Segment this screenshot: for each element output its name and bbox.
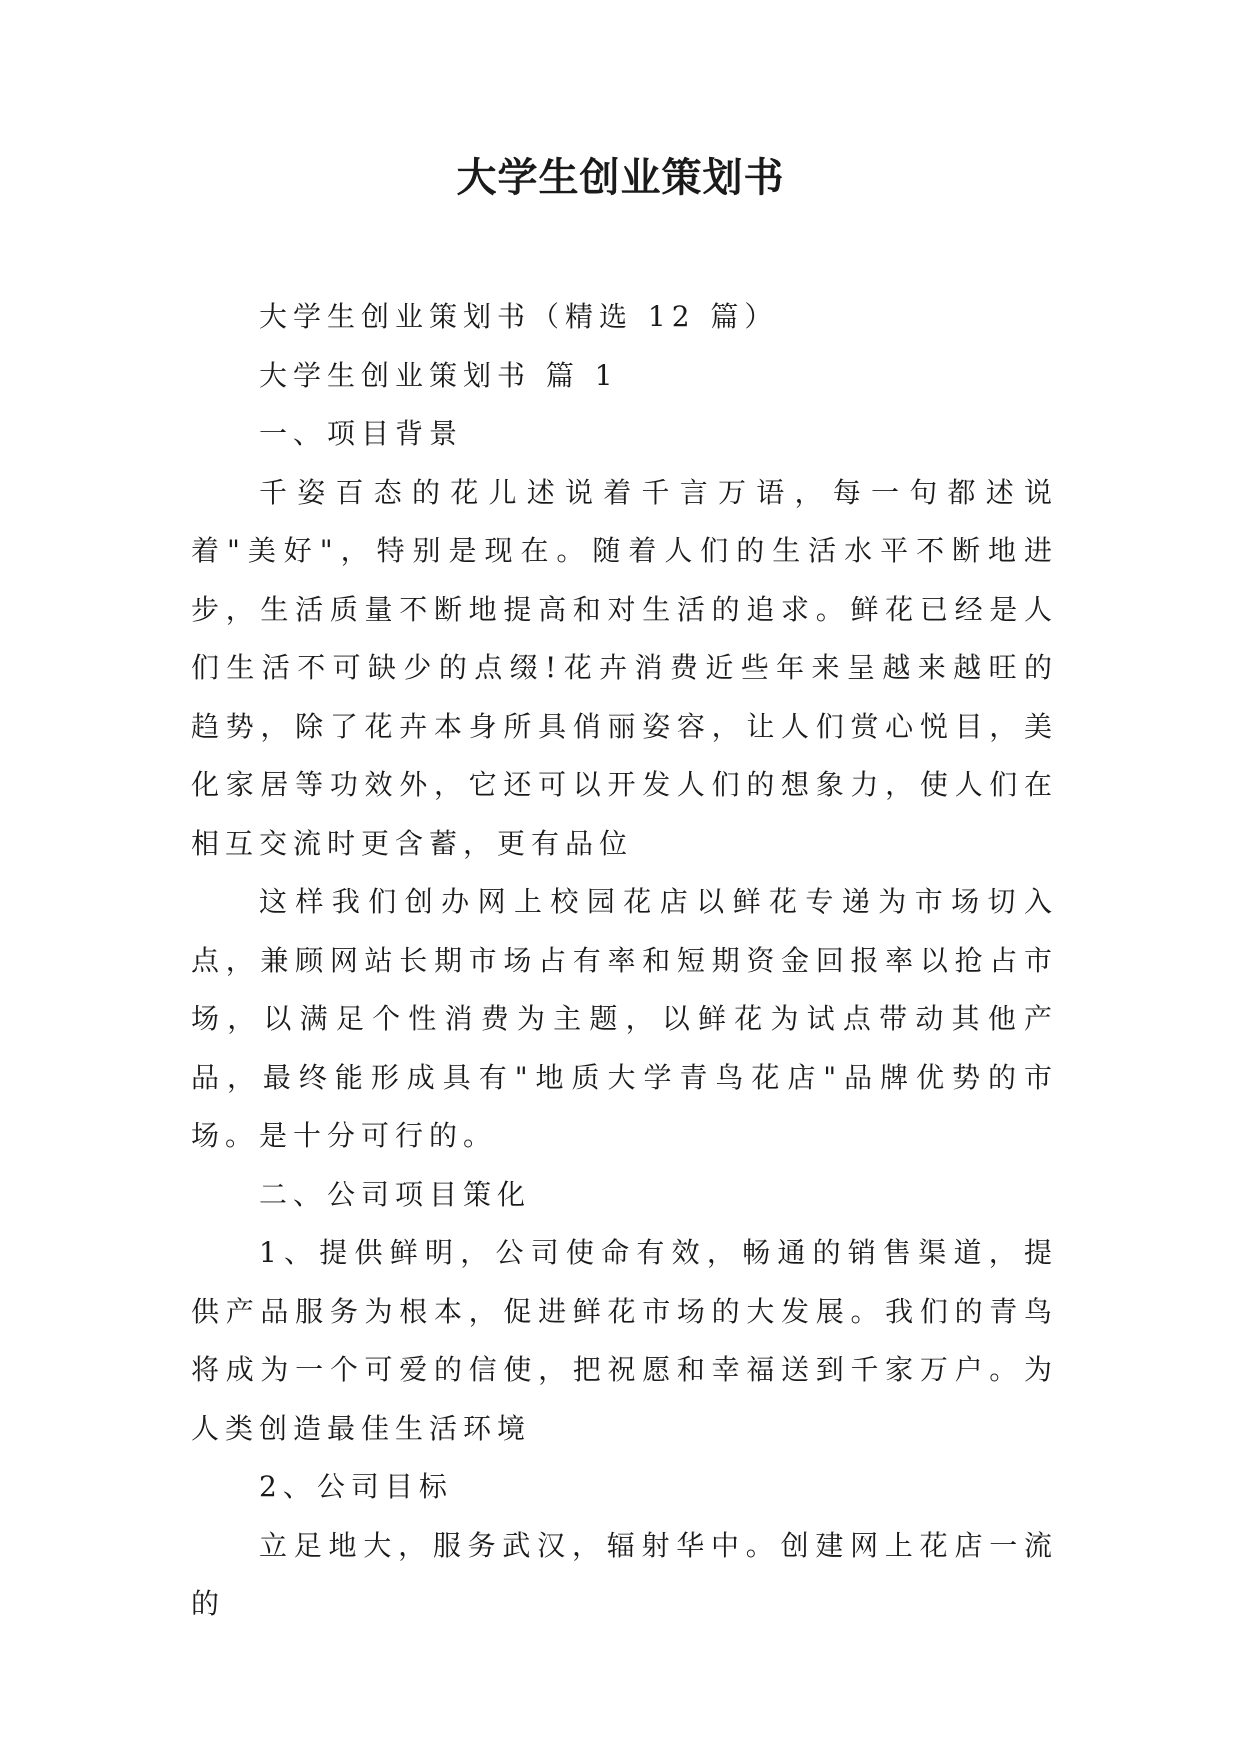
document-body xyxy=(191,288,1058,1634)
paragraph-subtitle: 大学生创业策划书（精选 12 篇） xyxy=(259,300,779,333)
subheading-company-goals: 2、公司目标 xyxy=(259,1470,453,1503)
paragraph-chapter-heading: 大学生创业策划书 篇 1 xyxy=(259,358,619,392)
paragraph-background-2: 这样我们创办网上校园花店以鲜花专递为市场切入点，兼顾网站长期市场占有率和短期资金回报率以抢占市场，以满足个性消费为主题，以鲜花为试点带动其他产品，最终能形成具有"地质大学青鸟花店"品牌优势的市场。是十分可行的。 xyxy=(191,885,1058,1152)
paragraph-goals: 立足地大，服务武汉，辐射华中。创建网上花店一流的 xyxy=(191,1528,1058,1620)
section-heading-company-planning: 二、公司项目策化 xyxy=(259,1177,532,1211)
document-title: 大学生创业策划书 xyxy=(456,154,785,201)
paragraph-planning-1: 1、提供鲜明，公司使命有效，畅通的销售渠道，提供产品服务为根本，促进鲜花市场的大发展。我们的青鸟将成为一个可爱的信使，把祝愿和幸福送到千家万户。为人类创造最佳生活环境 xyxy=(191,1236,1058,1445)
paragraph-background-1: 千姿百态的花儿述说着千言万语，每一句都述说着"美好"，特别是现在。随着人们的生活水平不断地进步，生活质量不断地提高和对生活的追求。鲜花已经是人们生活不可缺少的点缀!花卉消费近些年来呈越来越旺的趋势，除了花卉本身所具俏丽姿容，让人们赏心悦目，美化家居等功效外，它还可以开发人们的想象力，使人们在相互交流时更含蓄，更有品位 xyxy=(191,475,1058,860)
section-heading-project-background: 一、项目背景 xyxy=(259,417,464,450)
